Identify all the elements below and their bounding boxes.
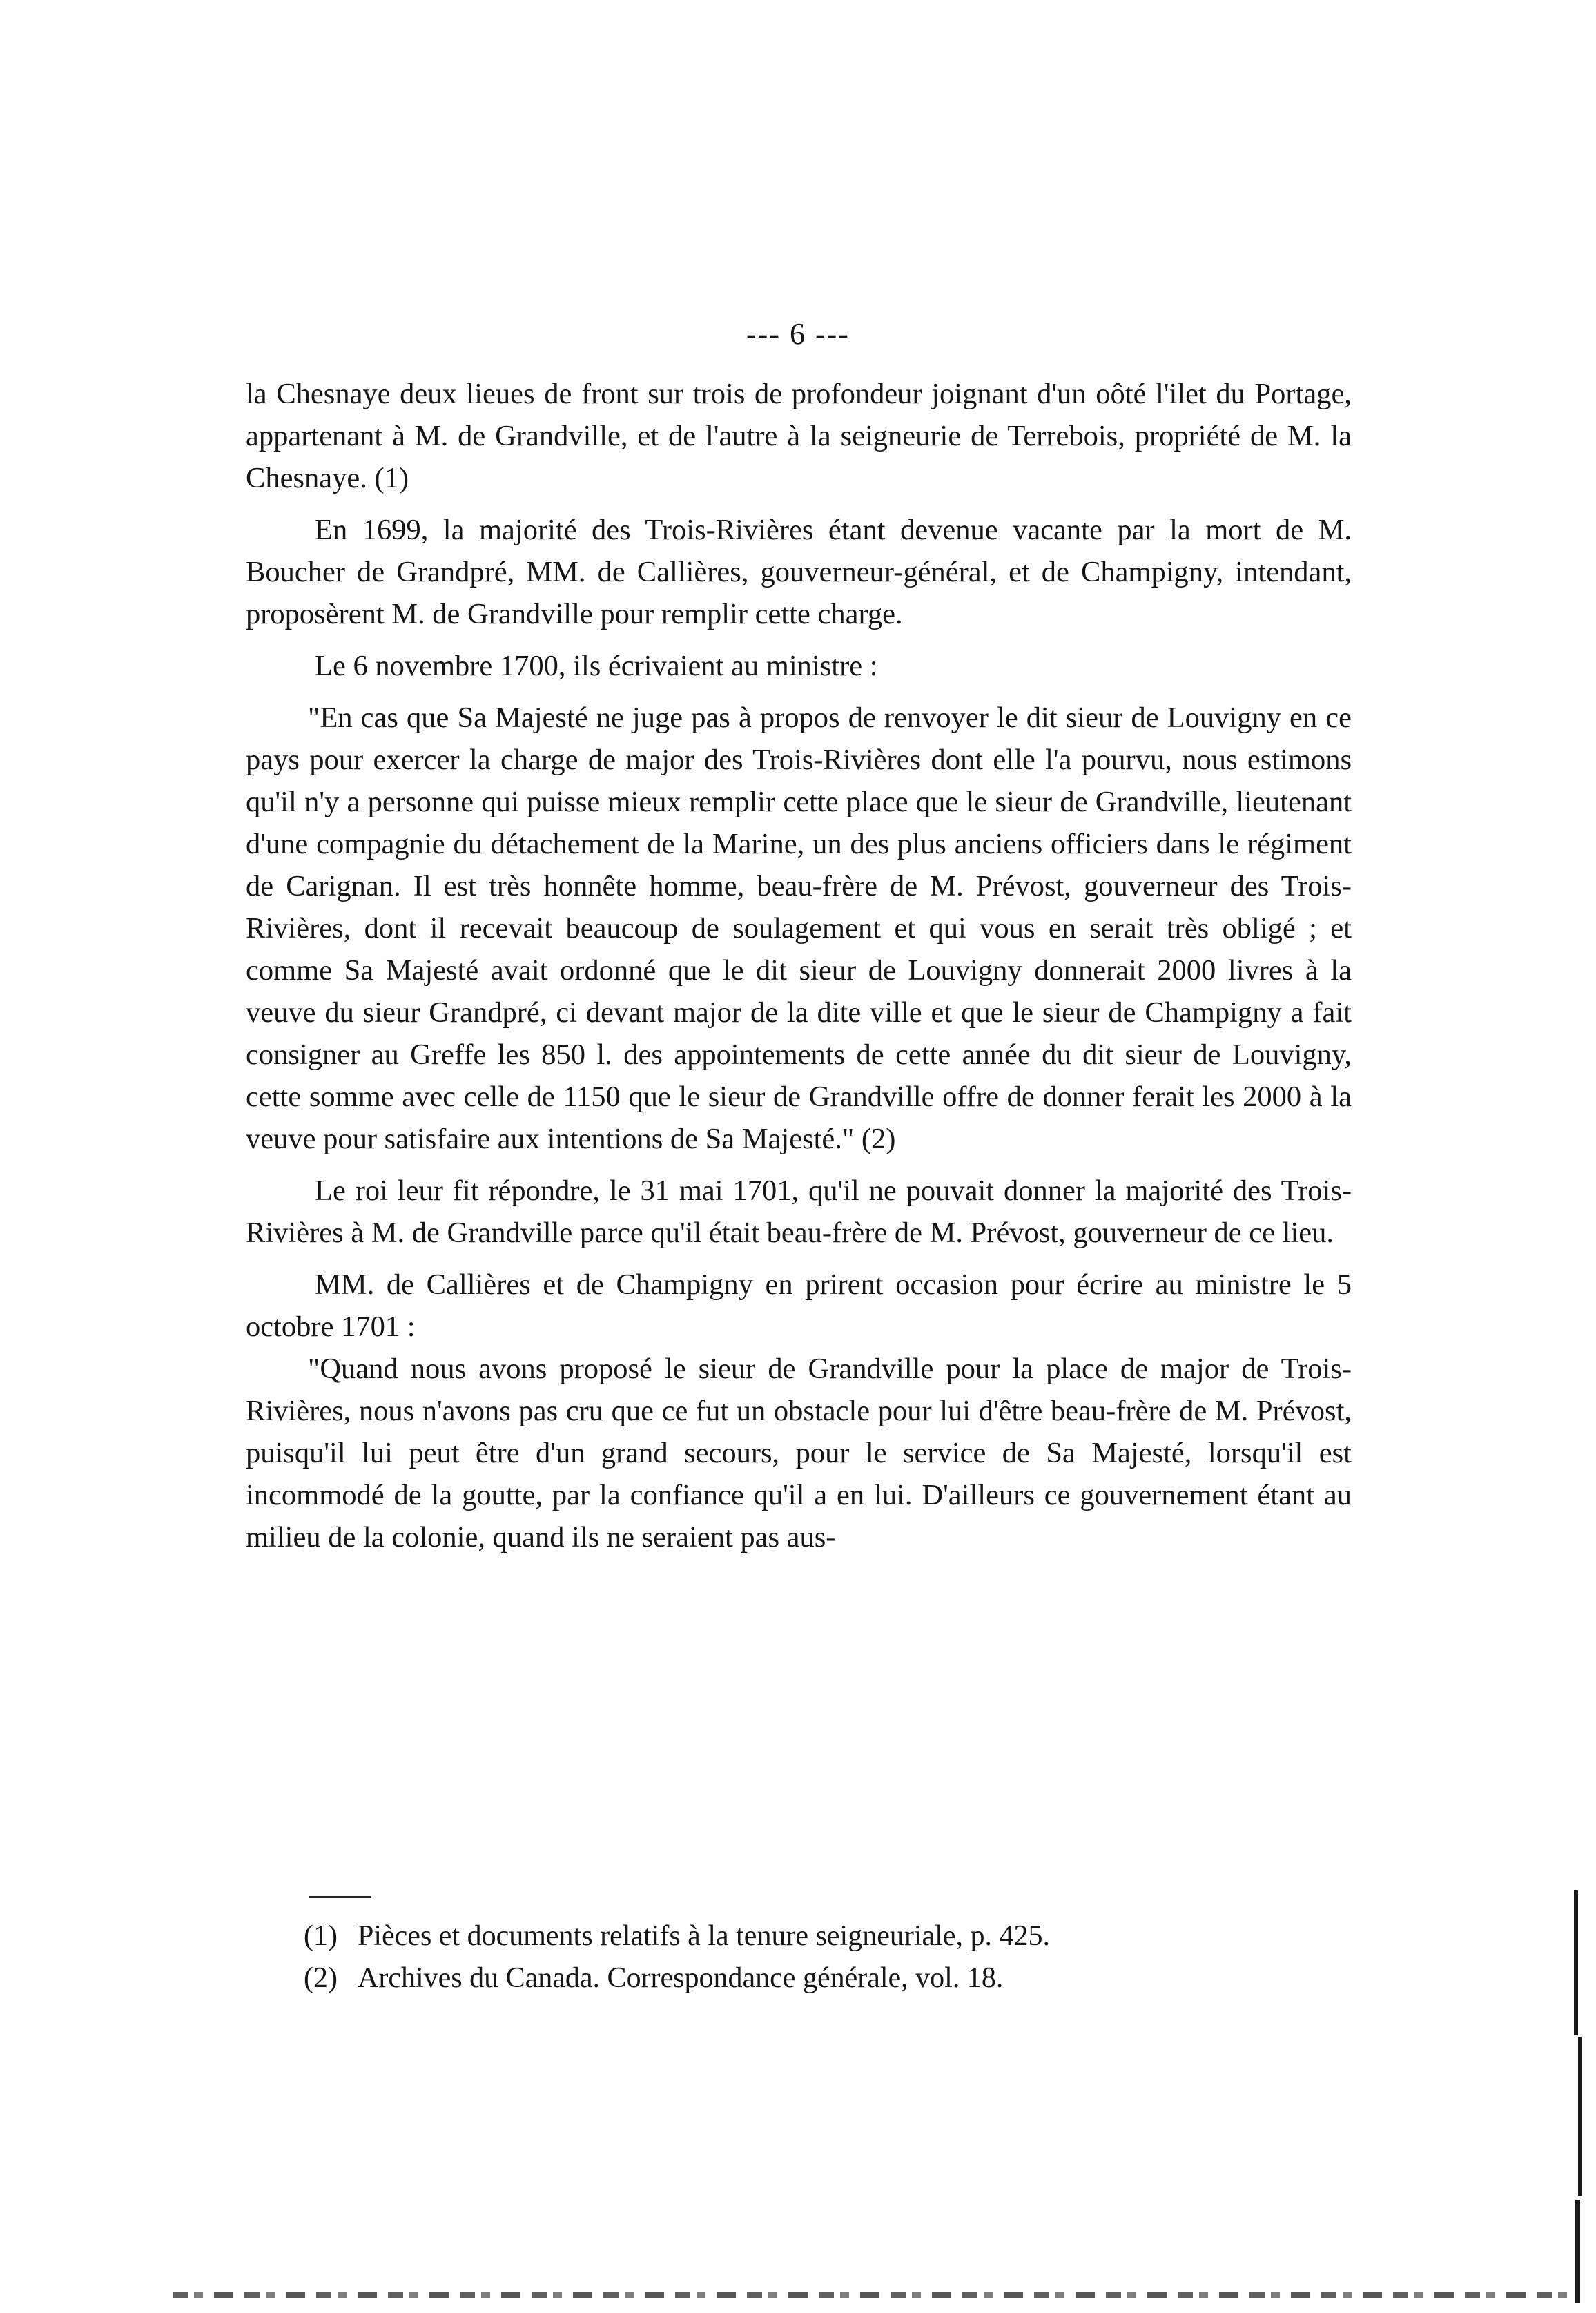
scan-edge-mark	[1574, 1890, 1578, 2035]
footnote	[304, 1957, 1339, 2000]
scan-bottom-edge	[173, 2292, 1574, 2298]
footnote-mark: (1)	[304, 1920, 338, 1952]
footnote-divider	[309, 1896, 371, 1898]
paragraph: En 1699, la majorité des Trois-Rivières étant devenue vacante par la mort de M. Boucher de Grandpré, MM. de Callières, gouverneur-général, et de Champigny, intendant, proposèrent M. de Grandville pour remplir cette charge.	[246, 514, 1352, 630]
scan-edge-mark	[1578, 2037, 1582, 2196]
paragraph: MM. de Callières et de Champigny en prirent occasion pour écrire au ministre le 5 octobre 1701 :	[246, 1268, 1352, 1343]
paragraph-continuation: la Chesnaye deux lieues de front sur trois de profondeur joignant d'un oôté l'ilet du Portage, appartenant à M. de Grandville, et de l'autre à la seigneurie de Terrebois, propriété de M. la Chesnaye. (1)	[246, 378, 1352, 494]
footnotes	[304, 1915, 1339, 2000]
quoted-letter-1700: "En cas que Sa Majesté ne juge pas à propos de renvoyer le dit sieur de Louvigny en ce pays pour exercer la charge de major des Trois-Rivières dont elle l'a pourvu, nous estimons qu'il n'y a personne qui puisse mieux remplir cette place que le sieur de Grandville, lieutenant d'une compagnie du détachement de la Marine, un des plus anciens officiers dans le régiment de Carignan. Il est très honnête homme, beau-frère de M. Prévost, gouverneur des Trois-Rivières, dont il recevait beaucoup de soulagement et qui vous en serait très obligé ; et comme Sa Majesté avait ordonné que le dit sieur de Louvigny donnerait 2000 livres à la veuve du sieur Grandpré, ci devant major de la dite ville et que le sieur de Champigny a fait consigner au Greffe les 850 l. des appointements de cette année du dit sieur de Louvigny, cette somme avec celle de 1150 que le sieur de Grandville offre de donner ferait les 2000 à la veuve pour satisfaire aux intentions de Sa Majesté." (2)	[246, 701, 1352, 1155]
quoted-letter-1701: "Quand nous avons proposé le sieur de Grandville pour la place de major de Trois-Rivières, nous n'avons pas cru que ce fut un obstacle pour lui d'être beau-frère de M. Prévost, puisqu'il lui peut être d'un grand secours, pour le service de Sa Majesté, lorsqu'il est incommodé de la goutte, par la confiance qu'il a en lui. D'ailleurs ce gouvernement étant au milieu de la colonie, quand ils ne seraient pas aus-	[246, 1353, 1352, 1554]
footnote-text: Archives du Canada. Correspondance générale, vol. 18.	[358, 1962, 1004, 1994]
body-text	[246, 373, 1352, 1568]
footnote-text: Pièces et documents relatifs à la tenure seigneuriale, p. 425.	[358, 1920, 1050, 1952]
paragraph: Le roi leur fit répondre, le 31 mai 1701, qu'il ne pouvait donner la majorité des Trois-Rivières à M. de Grandville parce qu'il était beau-frère de M. Prévost, gouverneur de ce lieu.	[246, 1174, 1352, 1249]
footnote-mark: (2)	[304, 1962, 338, 1994]
scan-edge-mark	[1575, 2200, 1580, 2303]
paragraph: Le 6 novembre 1700, ils écrivaient au ministre :	[315, 650, 878, 682]
footnote	[304, 1915, 1339, 1957]
page-number: --- 6 ---	[746, 317, 850, 351]
